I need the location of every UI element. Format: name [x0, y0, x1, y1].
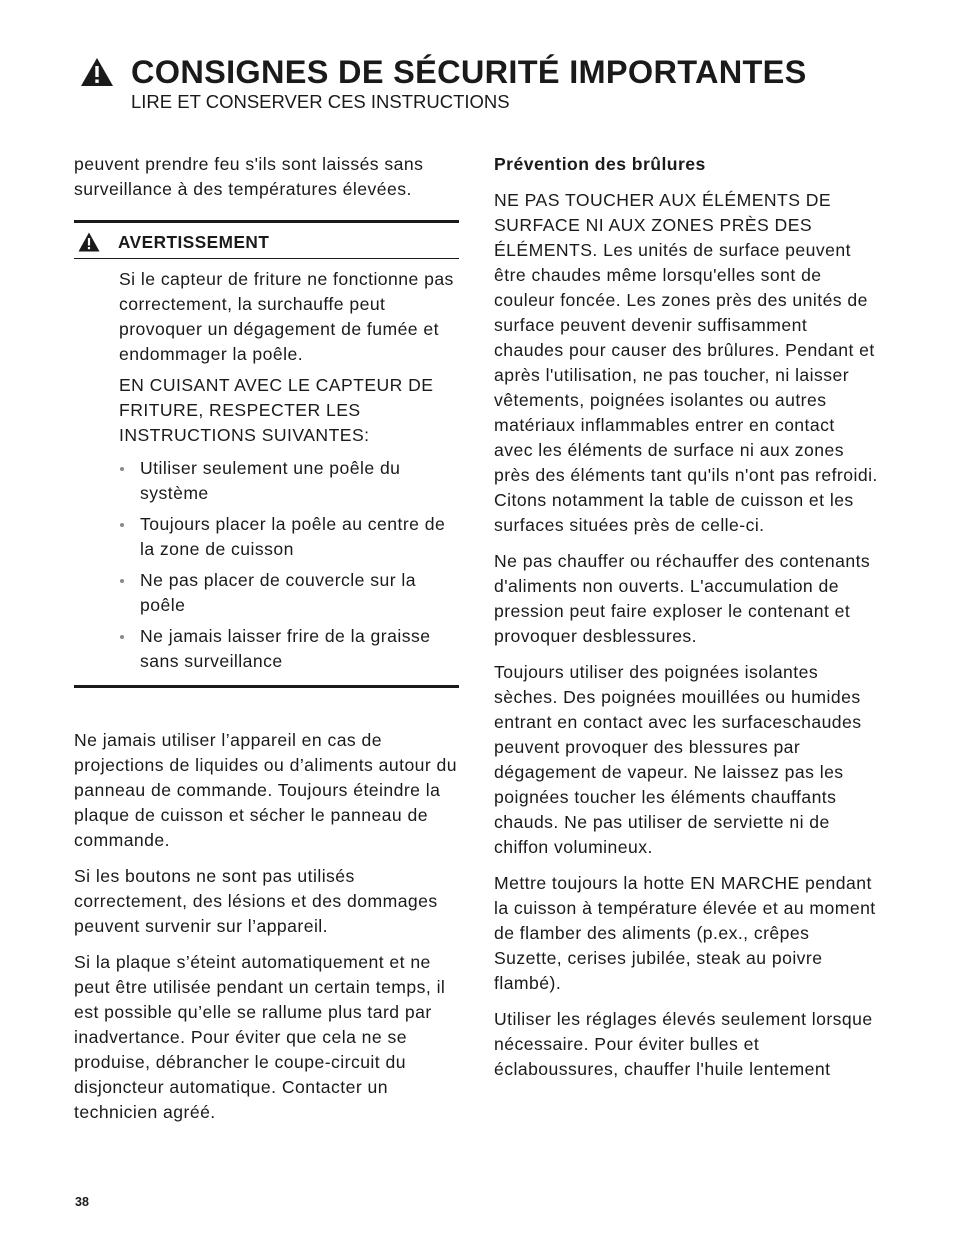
left-column — [74, 152, 460, 1136]
warning-box-body — [74, 267, 459, 674]
list-item-text: Toujours placer la poêle au centre de la zone de cuisson — [140, 514, 446, 559]
bullet-icon — [120, 467, 124, 471]
bullet-icon — [120, 635, 124, 639]
list-item-text: Ne pas placer de couvercle sur la poêle — [140, 570, 416, 615]
burns-caps-text: NE PAS TOUCHER AUX ÉLÉMENTS DE SURFACE NI AUX ZONES PRÈS DES ÉLÉMENTS. — [494, 190, 832, 260]
page-number: 38 — [75, 1195, 89, 1209]
list-item-text: Utiliser seulement une poêle du système — [140, 458, 401, 503]
warning-label: AVERTISSEMENT — [118, 231, 270, 252]
burns-body-text: Les unités de surface peuvent être chaudes même lorsqu'elles sont de couleur foncée. Les zones près des unités de surface peuvent devenir suffisamment chaudes pour causer des brûlures. Pendant et après l'utilisation, ne pas toucher, ni laisser vêtements, poignées isolantes ou autres matériaux inflammables entrer en contact avec les éléments de surface ni aux zones près des éléments tant qu'ils n'ont pas refroidi. Citons notamment la table de cuisson et les surfaces situées près de celle-ci. — [494, 240, 878, 535]
hood-paragraph: Mettre toujours la hotte EN MARCHE pendant la cuisson à température élevée et au moment de flamber des aliments (p.ex., crêpes Suzette, cerises jubilée, steak au poivre flambé). — [494, 873, 876, 993]
pot-holders-paragraph: Toujours utiliser des poignées isolantes sèches. Des poignées mouillées ou humides entrant en contact avec les surfaceschaudes peuvent provoquer des blessures par dégagement de vapeur. Ne laissez pas les poignées toucher les éléments chauffants chauds. Ne pas utiliser de serviette ni de chiffon volumineux. — [494, 662, 862, 857]
page-header — [80, 54, 900, 113]
warning-box — [74, 220, 459, 688]
intro-paragraph: peuvent prendre feu s'ils sont laissés sans surveillance à des températures élevées. — [74, 154, 424, 199]
list-item — [119, 568, 459, 618]
high-settings-paragraph: Utiliser les réglages élevés seulement lorsque nécessaire. Pour éviter bulles et éclaboussures, chauffer l'huile lentement — [494, 1009, 873, 1079]
buttons-paragraph: Si les boutons ne sont pas utilisés correctement, des lésions et des dommages peuvent survenir sur l’appareil. — [74, 866, 438, 936]
auto-off-paragraph: Si la plaque s’éteint automatiquement et ne peut être utilisée pendant un certain temps, il est possible qu’elle se rallume plus tard par inadvertance. Pour éviter que cela ne se produise, débrancher le coupe-circuit du disjoncteur automatique. Contacter un technicien agréé. — [74, 952, 446, 1122]
warning-triangle-icon — [78, 232, 100, 252]
burns-paragraph — [494, 188, 878, 538]
containers-paragraph: Ne pas chauffer ou réchauffer des contenants d'aliments non ouverts. L'accumulation de pression peut faire exploser le contenant et provoquer desblessures. — [494, 551, 871, 646]
warning-box-header — [74, 229, 459, 259]
warning-instructions-heading: EN CUISANT AVEC LE CAPTEUR DE FRITURE, RESPECTER LES INSTRUCTIONS SUIVANTES: — [119, 375, 434, 445]
warning-triangle-icon — [80, 57, 114, 87]
right-column — [494, 152, 878, 1093]
list-item — [119, 624, 459, 674]
control-panel-paragraph: Ne jamais utiliser l’appareil en cas de projections de liquides ou d’aliments autour du panneau de commande. Toujours éteindre la plaque de cuisson et sécher le panneau de commande. — [74, 730, 458, 850]
list-item — [119, 456, 459, 506]
list-item-text: Ne jamais laisser frire de la graisse sans surveillance — [140, 626, 431, 671]
page-subtitle: LIRE ET CONSERVER CES INSTRUCTIONS — [131, 91, 510, 112]
list-item — [119, 512, 459, 562]
bullet-icon — [120, 523, 124, 527]
section-title: Prévention des brûlures — [494, 154, 706, 174]
page-title: CONSIGNES DE SÉCURITÉ IMPORTANTES — [131, 54, 807, 90]
warning-paragraph: Si le capteur de friture ne fonctionne pas correctement, la surchauffe peut provoquer un dégagement de fumée et endommager la poêle. — [119, 269, 454, 364]
warning-list — [119, 456, 459, 674]
title-row — [80, 54, 900, 90]
bullet-icon — [120, 579, 124, 583]
